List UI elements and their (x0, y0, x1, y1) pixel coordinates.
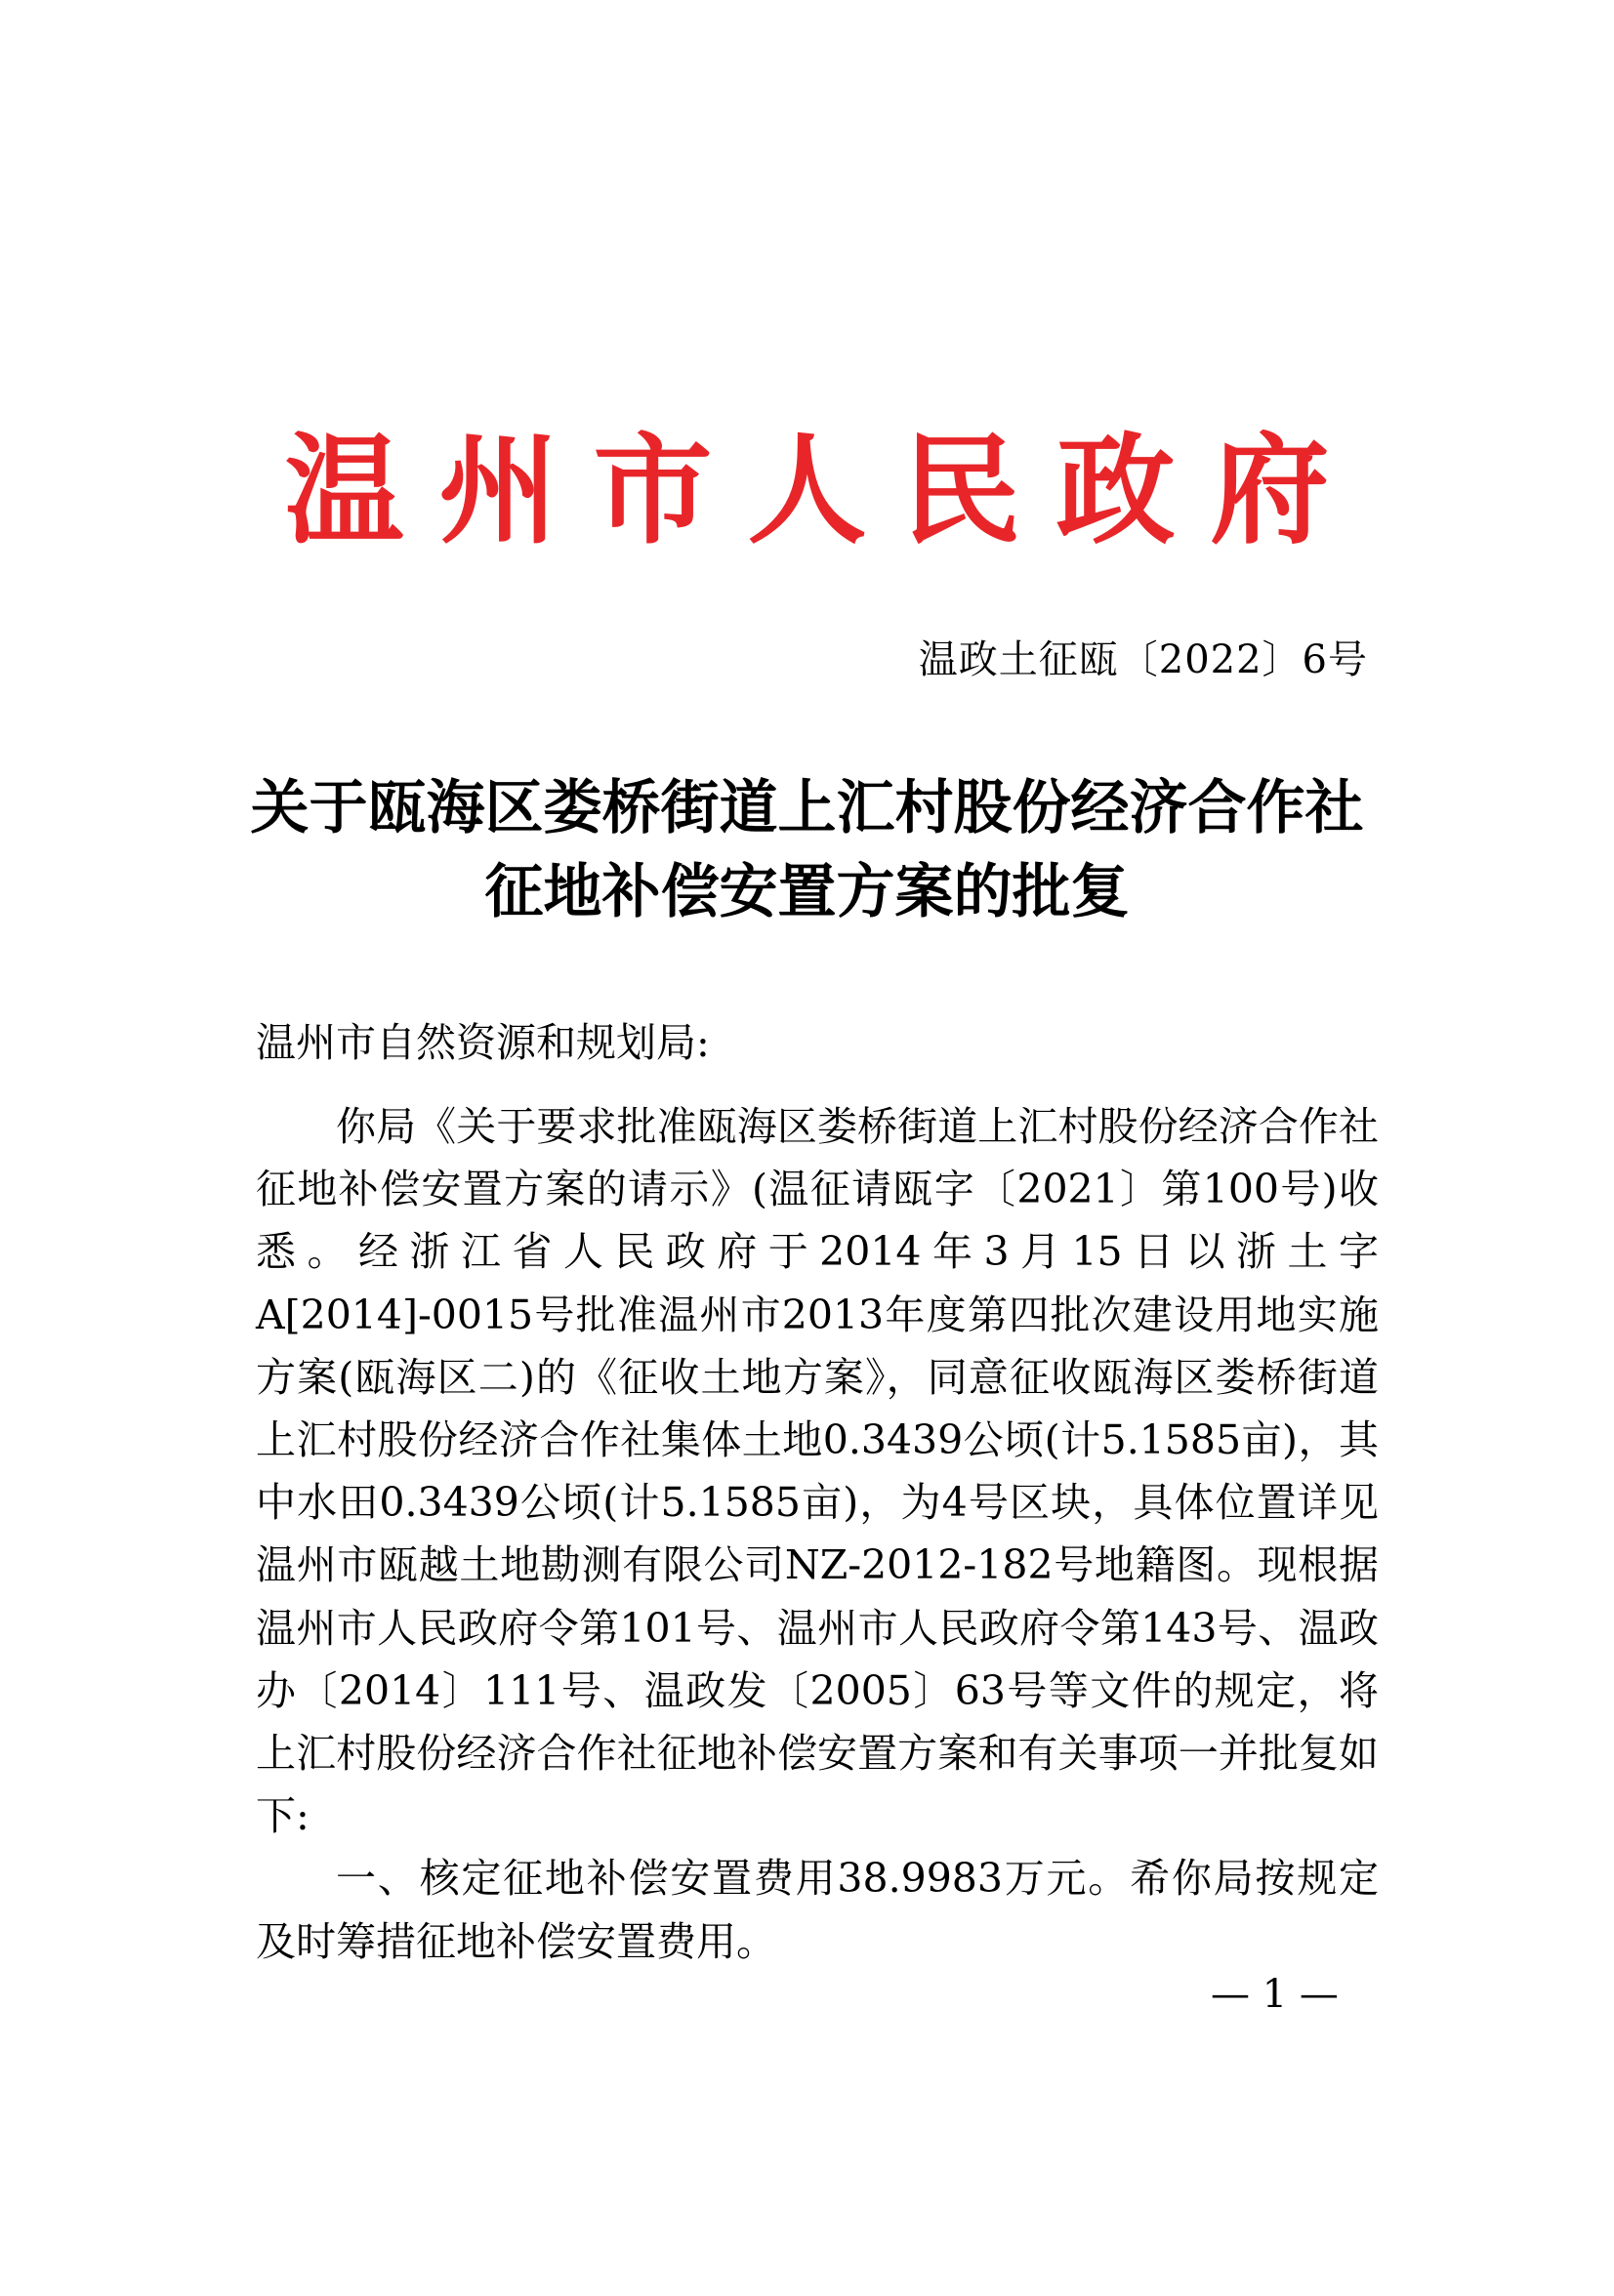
document-number: 温政土征瓯〔2022〕6号 (918, 637, 1368, 682)
masthead-title: 温州市人民政府 (284, 422, 1365, 560)
document-title-line-1: 关于瓯海区娄桥街道上汇村股份经济合作社 (250, 774, 1364, 842)
body-text (256, 1095, 1379, 1973)
paragraph-intro: 你局《关于要求批准瓯海区娄桥街道上汇村股份经济合作社征地补偿安置方案的请示》(温征请瓯字〔2021〕第100号)收悉。经浙江省人民政府于2014年3月15日以浙土字A[2014]-0015号批准温州市2013年度第四批次建设用地实施方案(瓯海区二)的《征收土地方案》，同意征收瓯海区娄桥街道上汇村股份经济合作社集体土地0.3439公顷(计5.1585亩)，其中水田0.3439公顷(计5.1585亩)，为4号区块，具体位置详见温州市瓯越土地勘测有限公司NZ-2012-182号地籍图。现根据温州市人民政府令第101号、温州市人民政府令第143号、温政办〔2014〕111号、温政发〔2005〕63号等文件的规定，将上汇村股份经济合作社征地补偿安置方案和有关事项一并批复如下: (256, 1103, 1379, 1840)
document-title-line-2: 征地补偿安置方案的批复 (484, 858, 1130, 926)
paragraph-item-1: 一、核定征地补偿安置费用38.9983万元。希你局按规定及时筹措征地补偿安置费用。 (256, 1855, 1379, 1965)
page-number: — 1 — (1211, 1972, 1339, 2017)
addressee: 温州市自然资源和规划局: (256, 1019, 710, 1066)
